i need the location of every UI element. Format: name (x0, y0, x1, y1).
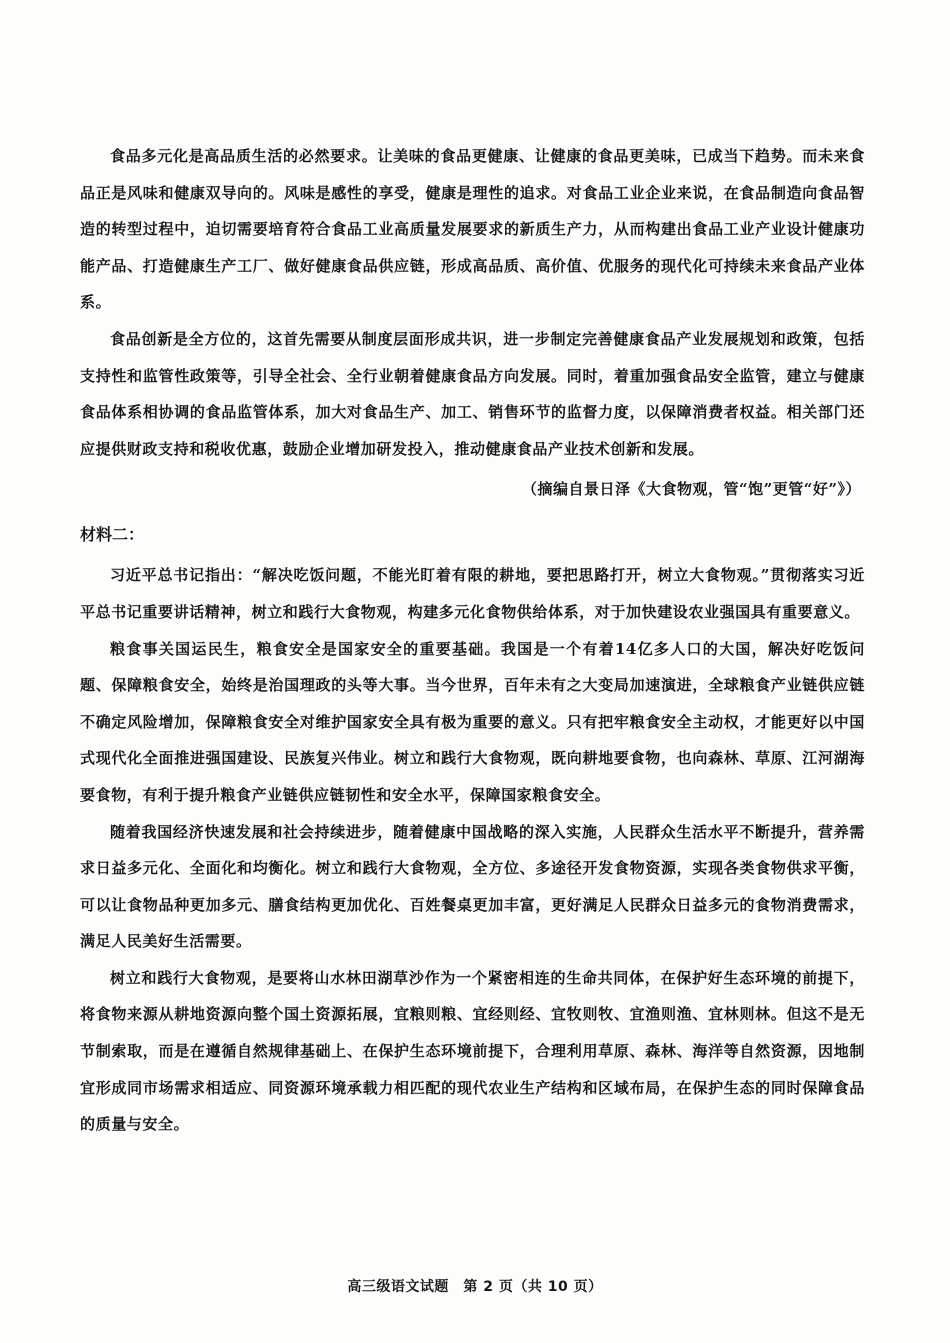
source-citation: （摘编自景日泽《大食物观，管“饱”更管“好”》） (521, 480, 861, 499)
page-footer: 高三级语文试题 第 2 页（共 10 页） (347, 1279, 603, 1295)
paragraph-big-food-concept: 习近平总书记指出：“解决吃饭问题，不能光盯着有限的耕地，要把思路打开，树立大食物观。”贯彻落实习近平总书记重要讲话精神，树立和践行大食物观，构建多元化食物供给体系，对于加快建设农业强国具有重要意义。 (80, 566, 865, 621)
paragraph-nutrition-needs: 随着我国经济快速发展和社会持续进步，随着健康中国战略的深入实施，人民群众生活水平不断提升，营养需求日益多元化、全面化和均衡化。树立和践行大食物观，全方位、多途径开发食物资源，实现各类食物供求平衡，可以让食物品种更加多元、膳食结构更加优化、百姓餐桌更加丰富，更好满足人民群众日益多元的食物消费需求，满足人民美好生活需要。 (80, 822, 865, 951)
paragraph-grain-security: 粮食事关国运民生，粮食安全是国家安全的重要基础。我国是一个有着14亿多人口的大国，解决好吃饭问题、保障粮食安全，始终是治国理政的头等大事。当今世界，百年未有之大变局加速演进，全球粮食产业链供应链不确定风险增加，保障粮食安全对维护国家安全具有极为重要的意义。只有把牢粮食安全主动权，才能更好以中国式现代化全面推进强国建设、民族复兴伟业。树立和践行大食物观，既向耕地要食物，也向森林、草原、江河湖海要食物，有利于提升粮食产业链供应链韧性和安全水平，保障国家粮食安全。 (80, 639, 865, 804)
paragraph-food-innovation: 食品创新是全方位的，这首先需要从制度层面形成共识，进一步制定完善健康食品产业发展规划和政策，包括支持性和监管性政策等，引导全社会、全行业朝着健康食品方向发展。同时，着重加强食品安全监管，建立与健康食品体系相协调的食品监管体系，加大对食品生产、加工、销售环节的监督力度，以保障消费者权益。相关部门还应提供财政支持和税收优惠，鼓励企业增加研发投入，推动健康食品产业技术创新和发展。 (80, 329, 865, 458)
section-heading-material-two: 材料二： (80, 525, 145, 545)
paragraph-ecological-protection: 树立和践行大食物观，是要将山水林田湖草沙作为一个紧密相连的生命共同体，在保护好生态环境的前提下，将食物来源从耕地资源向整个国土资源拓展，宜粮则粮、宜经则经、宜牧则牧、宜渔则渔、宜林则林。但这不是无节制索取，而是在遵循自然规律基础上、在保护生态环境前提下，合理利用草原、森林、海洋等自然资源，因地制宜形成同市场需求相适应、同资源环境承载力相匹配的现代农业生产结构和区域布局，在保护生态的同时保障食品的质量与安全。 (80, 968, 865, 1134)
paragraph-food-diversification: 食品多元化是高品质生活的必然要求。让美味的食品更健康、让健康的食品更美味，已成当下趋势。而未来食品正是风味和健康双导向的。风味是感性的享受，健康是理性的追求。对食品工业企业来说，在食品制造向食品智造的转型过程中，迫切需要培育符合食品工业高质量发展要求的新质生产力，从而构建出食品工业产业设计健康功能产品、打造健康生产工厂、做好健康食品供应链，形成高品质、高价值、优服务的现代化可持续未来食品产业体系。 (80, 147, 865, 312)
page-content (80, 138, 865, 1143)
